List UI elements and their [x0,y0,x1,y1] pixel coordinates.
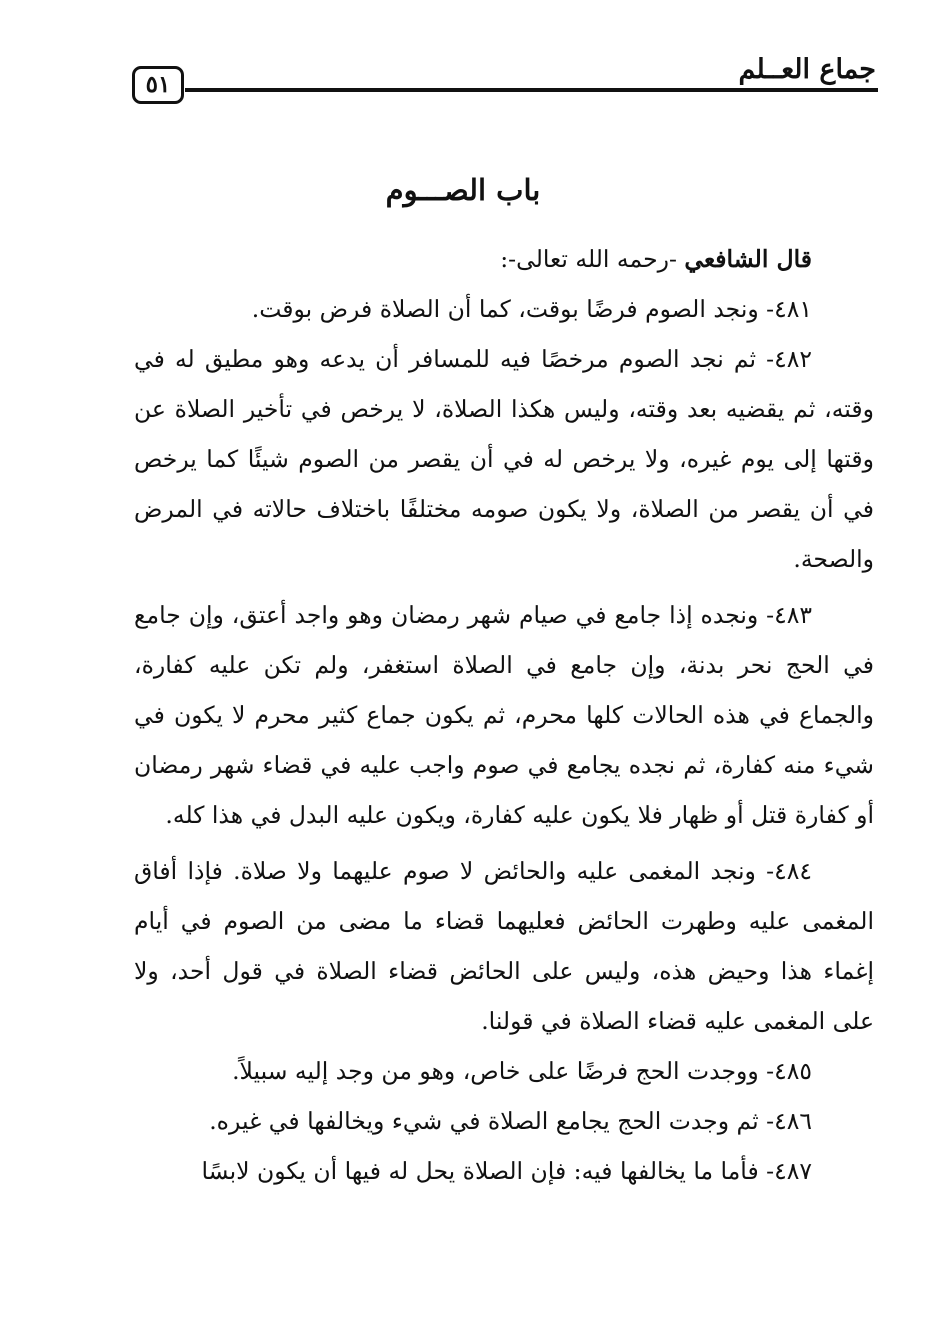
page-number: ٥١ [132,66,184,104]
header-rule [185,88,878,92]
paragraph-483: ٤٨٣- ونجده إذا جامع في صيام شهر رمضان وهو واجد أعتق، وإن جامع في الحج نحر بدنة، وإن جامع في الصلاة استغفر، ولم تكن عليه كفارة، والجماع في هذه الحالات كلها محرم، ثم يكون جماع كثير محرم لا يكون في شيء منه كفارة، ثم نجده يجامع في صوم واجب عليه في قضاء شهر رمضان أو كفارة قتل أو ظهار فلا يكون عليه كفارة، ويكون عليه البدل في هذا كله. [134,601,874,829]
running-title: جماع العــلم [738,54,876,85]
speaker-name: قال الشافعي [684,245,812,273]
paragraph-485: ٤٨٥- ووجدت الحج فرضًا على خاص، وهو من وجد إليه سبيلاً. [232,1057,812,1085]
paragraph-487: ٤٨٧- فأما ما يخالفها فيه: فإن الصلاة يحل له فيها أن يكون لابسًا [201,1157,812,1185]
chapter-title: باب الصـــوم [385,173,541,207]
paragraph-486: ٤٨٦- ثم وجدت الحج يجامع الصلاة في شيء ويخالفها في غيره. [209,1107,812,1135]
body-text [134,234,874,1196]
paragraph-481: ٤٨١- ونجد الصوم فرضًا بوقت، كما أن الصلاة فرض بوقت. [251,295,812,323]
paragraph-482: ٤٨٢- ثم نجد الصوم مرخصًا فيه للمسافر أن يدعه وهو مطيق له في وقته، ثم يقضيه بعد وقته، وليس هكذا الصلاة، لا يرخص في تأخير الصلاة عن وقتها إلى يوم غيره، ولا يرخص له في أن يقصر من الصوم شيئًا كما يرخص في أن يقصر من الصلاة، ولا يكون صومه مختلفًا باختلاف حالاته في المرض والصحة. [134,345,874,573]
paragraph-484: ٤٨٤- ونجد المغمى عليه والحائض لا صوم عليهما ولا صلاة. فإذا أفاق المغمى عليه وطهرت الحائض فعليهما قضاء ما مضى من الصوم في أيام إغماء هذا وحيض هذه، وليس على الحائض قضاء الصلاة في قول أحد، ولا على المغمى عليه قضاء الصلاة في قولنا. [134,857,874,1035]
speaker-rest: -رحمه الله تعالى-: [500,245,685,273]
intro-line [134,234,874,284]
